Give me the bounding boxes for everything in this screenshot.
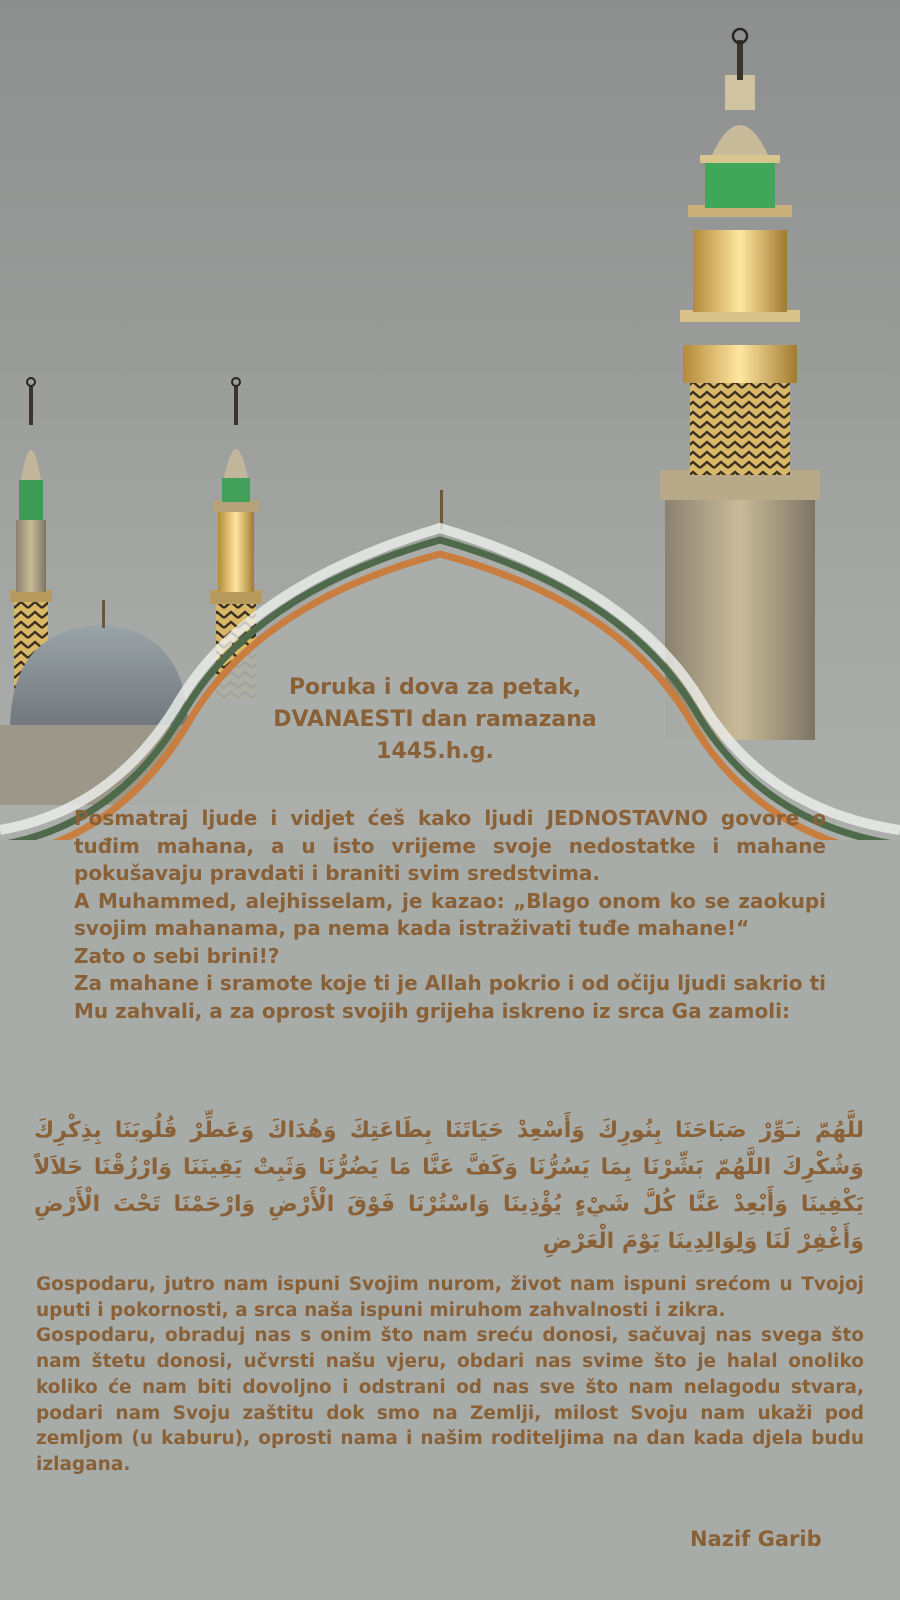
page-title bbox=[225, 672, 645, 768]
message-paragraph-2: A Muhammed, alejhisselam, je kazao: „Blago onom ko se zaokupi svojim mahanama, pa nema kada istraživati tuđe mahane!“ bbox=[74, 888, 826, 940]
title-line-3: 1445.h.g. bbox=[376, 739, 494, 764]
dua-arabic: للَّهُمّ نـَوِّرْ صَبَاحَنَا بِنُورِكَ وَأَسْعِدْ حَيَاتَنَا بِطَاعَتِكَ وَهُدَاكَ وَعَطِّرْ قُلُوبَنَا بِذِكْرِكَ وَشُكْرِكَ اللَّهُمّ بَشِّرْنَا بِمَا يَسُرُّنَا وَكَفَّ عَنَّا مَا يَضُرُّنَا وَثَبِتْ يَقِينَنَا وَارْزُقْنَا حَلاَلاً يَكْفِينَا وَأَبْعِدْ عَنَّا كُلَّ شَيْءٍ يُؤْذِينَا وَاسْتُرْنَا فَوْقَ الْأَرْضِ وَارْحَمْنَا تَحْتَ الْأَرْضِ وَأَغْفِرْ لَنَا وَلِوَالِدِينَا يَوْمَ الْعَرْضِ bbox=[34, 1118, 864, 1254]
message-paragraph-3: Zato o sebi brini!? bbox=[74, 943, 280, 968]
message-text bbox=[74, 805, 826, 1025]
main-minaret bbox=[660, 29, 820, 740]
title-line-1: Poruka i dova za petak, bbox=[288, 675, 582, 700]
author-signature: Nazif Garib bbox=[690, 1527, 822, 1551]
translation-paragraph-1: Gospodaru, jutro nam ispuni Svojim nurom, život nam ispuni srećom u Tvojoj uputi i pokornosti, a srca naša ispuni miruhom zahvalnosti i zikra. bbox=[36, 1274, 864, 1321]
title-line-2: DVANAESTI dan ramazana bbox=[273, 707, 597, 732]
dua-translation bbox=[36, 1272, 864, 1478]
message-paragraph-1: Posmatraj ljude i vidjet ćeš kako ljudi JEDNOSTAVNO govore o tuđim mahana, a u isto vrijeme svoje nedostatke i mahane pokušavaju pravdati i braniti svim sredstvima. bbox=[74, 806, 826, 885]
translation-paragraph-2: Gospodaru, obraduj nas s onim što nam sreću donosi, sačuvaj nas svega što nam štetu donosi, učvrsti našu vjeru, obdari nas svime što je halal onoliko koliko će nam biti dovoljno i odstrani od nas sve što nam nelagodu stvara, podari nam Svoju zaštitu dok smo na Zemlji, milost Svoju nam ukaži pod zemljom (u kaburu), oprosti nama i našim roditeljima na dan kada djela budu izlagana. bbox=[36, 1325, 864, 1475]
message-paragraph-4: Za mahane i sramote koje ti je Allah pokrio i od očiju ljudi sakrio ti Mu zahvali, a za oprost svojih grijeha iskreno iz srca Ga zamoli: bbox=[74, 971, 826, 1023]
